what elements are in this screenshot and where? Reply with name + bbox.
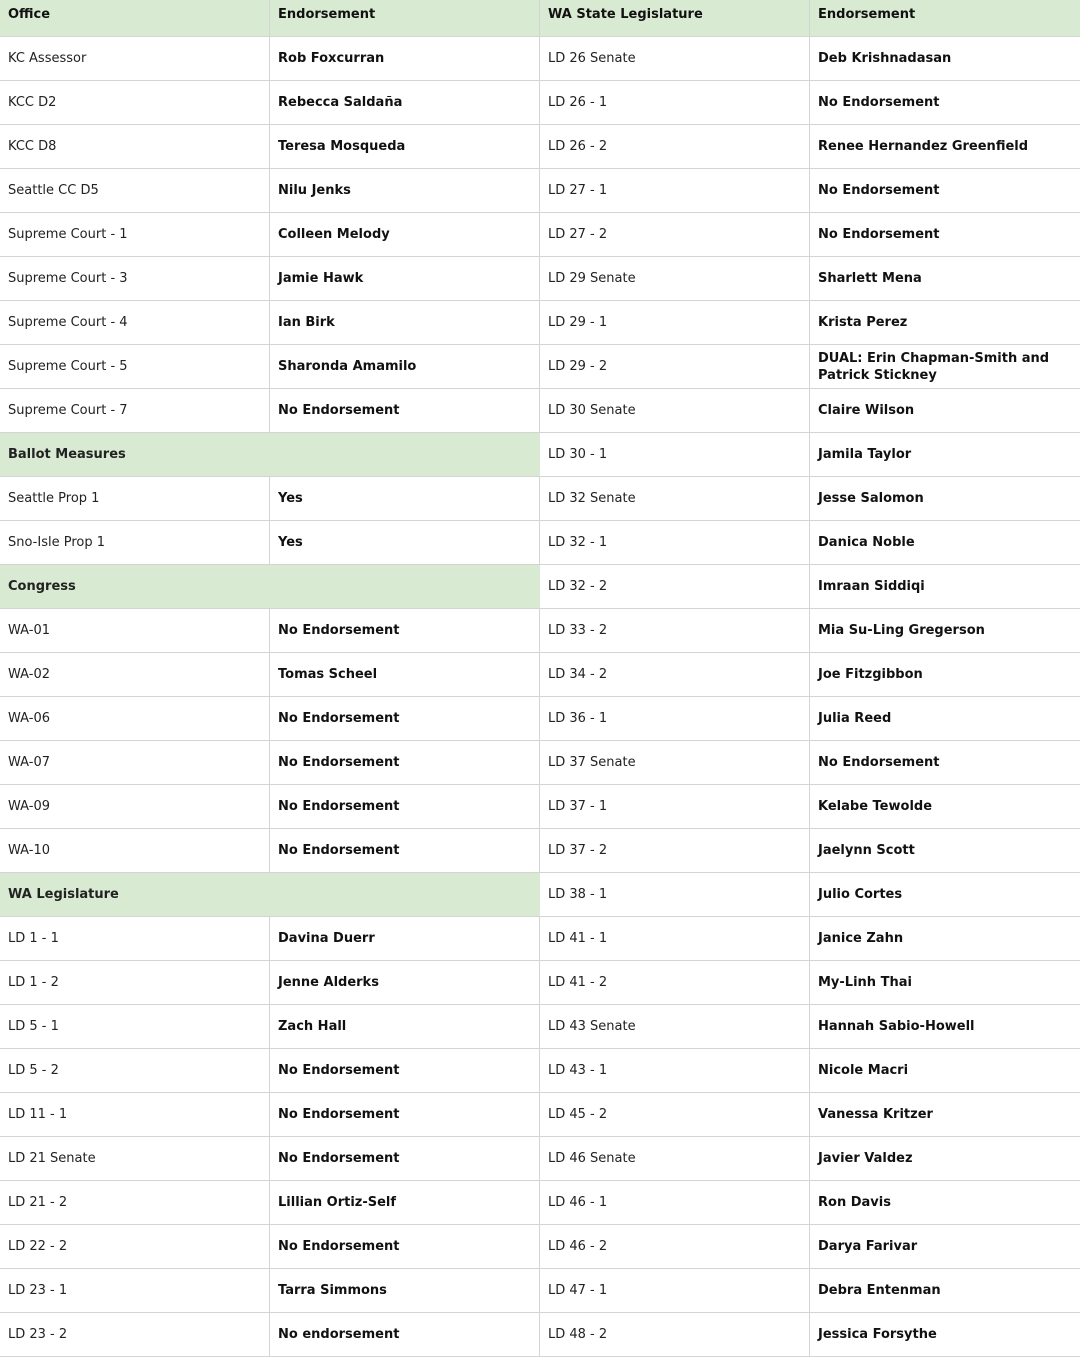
office-cell: LD 41 - 2	[540, 961, 810, 1004]
table-row	[0, 1137, 540, 1181]
office-cell: LD 45 - 2	[540, 1093, 810, 1136]
endorsement-cell: Jamila Taylor	[818, 447, 912, 462]
endorsement-cell: Jaelynn Scott	[818, 843, 915, 858]
table-row	[0, 741, 540, 785]
endorsement-cell: Lillian Ortiz-Self	[270, 1181, 540, 1224]
table-row	[0, 609, 540, 653]
office-cell: LD 43 Senate	[540, 1005, 810, 1048]
table-row	[540, 917, 1080, 961]
section-title: WA Legislature	[0, 873, 270, 916]
office-cell: LD 29 Senate	[540, 257, 810, 300]
column-header-endorsement: Endorsement	[270, 0, 540, 36]
table-row	[540, 1269, 1080, 1313]
office-cell: Seattle CC D5	[0, 169, 270, 212]
endorsement-cell: Danica Noble	[818, 535, 915, 550]
table-row	[540, 741, 1080, 785]
table-row	[0, 477, 540, 521]
office-cell: LD 46 - 1	[540, 1181, 810, 1224]
section-empty-cell	[270, 873, 540, 916]
table-row	[540, 345, 1080, 389]
table-row	[0, 1049, 540, 1093]
endorsement-cell: Jamie Hawk	[270, 257, 540, 300]
endorsement-cell: Jenne Alderks	[270, 961, 540, 1004]
table-row	[540, 477, 1080, 521]
endorsement-cell: Sharonda Amamilo	[270, 345, 540, 388]
office-cell: Sno-Isle Prop 1	[0, 521, 270, 564]
table-row	[0, 1313, 540, 1357]
table-row	[540, 37, 1080, 81]
table-row	[0, 81, 540, 125]
table-row	[540, 1225, 1080, 1269]
endorsement-cell: Claire Wilson	[818, 403, 915, 418]
office-cell: LD 48 - 2	[540, 1313, 810, 1356]
office-cell: LD 27 - 2	[540, 213, 810, 256]
office-cell: WA-01	[0, 609, 270, 652]
endorsement-cell: Julia Reed	[818, 711, 892, 726]
table-row	[0, 917, 540, 961]
endorsement-cell: Teresa Mosqueda	[270, 125, 540, 168]
column-header-office: Office	[0, 0, 270, 36]
office-cell: LD 30 - 1	[540, 433, 810, 476]
office-cell: WA-09	[0, 785, 270, 828]
table-row	[0, 697, 540, 741]
endorsement-cell: No endorsement	[270, 1313, 540, 1356]
section-title: Congress	[0, 565, 270, 608]
office-cell: LD 22 - 2	[0, 1225, 270, 1268]
table-row	[540, 169, 1080, 213]
office-cell: Supreme Court - 5	[0, 345, 270, 388]
office-cell: LD 1 - 1	[0, 917, 270, 960]
table-row	[540, 1049, 1080, 1093]
table-row	[540, 565, 1080, 609]
endorsement-cell: Rebecca Saldaña	[270, 81, 540, 124]
office-cell: LD 34 - 2	[540, 653, 810, 696]
endorsement-cell: Colleen Melody	[270, 213, 540, 256]
table-header-row	[0, 0, 540, 37]
endorsement-cell: No Endorsement	[270, 1049, 540, 1092]
office-cell: LD 21 Senate	[0, 1137, 270, 1180]
table-row	[540, 785, 1080, 829]
endorsement-cell: Debra Entenman	[818, 1283, 941, 1298]
endorsement-cell: No Endorsement	[270, 609, 540, 652]
table-row	[0, 1225, 540, 1269]
table-row	[540, 521, 1080, 565]
table-row	[540, 125, 1080, 169]
office-cell: Supreme Court - 3	[0, 257, 270, 300]
office-cell: WA-06	[0, 697, 270, 740]
office-cell: WA-07	[0, 741, 270, 784]
endorsement-cell: Nilu Jenks	[270, 169, 540, 212]
endorsement-cell: DUAL: Erin Chapman-Smith and Patrick Stickney	[818, 350, 1050, 383]
office-cell: LD 47 - 1	[540, 1269, 810, 1312]
table-row	[540, 873, 1080, 917]
office-cell: LD 37 - 2	[540, 829, 810, 872]
office-cell: LD 23 - 1	[0, 1269, 270, 1312]
table-row	[0, 1269, 540, 1313]
endorsement-cell: No Endorsement	[270, 785, 540, 828]
office-cell: LD 46 Senate	[540, 1137, 810, 1180]
office-cell: LD 33 - 2	[540, 609, 810, 652]
office-cell: KCC D2	[0, 81, 270, 124]
endorsement-cell: No Endorsement	[270, 389, 540, 432]
right-table	[540, 0, 1080, 1357]
endorsement-cell: No Endorsement	[818, 183, 940, 198]
endorsement-cell: Krista Perez	[818, 315, 908, 330]
table-row	[540, 653, 1080, 697]
endorsement-cell: Renee Hernandez Greenfield	[818, 139, 1029, 154]
office-cell: LD 32 Senate	[540, 477, 810, 520]
table-row	[540, 213, 1080, 257]
endorsement-cell: Hannah Sabio-Howell	[818, 1019, 975, 1034]
office-cell: LD 38 - 1	[540, 873, 810, 916]
endorsement-cell: Jesse Salomon	[818, 491, 924, 506]
column-header-endorsement: Endorsement	[810, 0, 1080, 36]
table-row	[540, 609, 1080, 653]
table-row	[0, 785, 540, 829]
office-cell: LD 36 - 1	[540, 697, 810, 740]
endorsement-cell: Jessica Forsythe	[818, 1327, 937, 1342]
office-cell: Supreme Court - 1	[0, 213, 270, 256]
office-cell: LD 11 - 1	[0, 1093, 270, 1136]
table-row	[540, 697, 1080, 741]
endorsement-cell: Darya Farivar	[818, 1239, 918, 1254]
office-cell: LD 26 - 2	[540, 125, 810, 168]
endorsement-cell: Kelabe Tewolde	[818, 799, 933, 814]
table-row	[0, 521, 540, 565]
endorsement-cell: Joe Fitzgibbon	[818, 667, 923, 682]
endorsement-cell: Javier Valdez	[818, 1151, 913, 1166]
section-empty-cell	[270, 565, 540, 608]
section-header-row	[0, 433, 540, 477]
endorsement-cell: No Endorsement	[270, 697, 540, 740]
table-row	[0, 257, 540, 301]
section-title: Ballot Measures	[0, 433, 270, 476]
office-cell: Supreme Court - 4	[0, 301, 270, 344]
table-row	[540, 961, 1080, 1005]
endorsement-cell: Sharlett Mena	[818, 271, 922, 286]
table-row	[540, 433, 1080, 477]
table-row	[0, 37, 540, 81]
office-cell: LD 29 - 1	[540, 301, 810, 344]
endorsement-cell: Deb Krishnadasan	[818, 51, 952, 66]
table-row	[540, 1005, 1080, 1049]
section-empty-cell	[270, 433, 540, 476]
office-cell: KC Assessor	[0, 37, 270, 80]
endorsement-cell: No Endorsement	[270, 1225, 540, 1268]
endorsement-cell: Nicole Macri	[818, 1063, 909, 1078]
office-cell: Seattle Prop 1	[0, 477, 270, 520]
office-cell: LD 43 - 1	[540, 1049, 810, 1092]
table-row	[540, 301, 1080, 345]
table-header-row	[540, 0, 1080, 37]
endorsement-cell: Mia Su-Ling Gregerson	[818, 623, 985, 638]
endorsement-cell: Yes	[270, 521, 540, 564]
table-row	[0, 213, 540, 257]
office-cell: LD 5 - 2	[0, 1049, 270, 1092]
table-row	[540, 1137, 1080, 1181]
office-cell: LD 26 - 1	[540, 81, 810, 124]
table-row	[540, 829, 1080, 873]
office-cell: LD 26 Senate	[540, 37, 810, 80]
table-row	[0, 169, 540, 213]
office-cell: KCC D8	[0, 125, 270, 168]
table-row	[0, 961, 540, 1005]
endorsement-cell: Vanessa Kritzer	[818, 1107, 933, 1122]
endorsement-cell: Ron Davis	[818, 1195, 891, 1210]
endorsement-cell: No Endorsement	[270, 829, 540, 872]
table-row	[0, 125, 540, 169]
endorsement-cell: My-Linh Thai	[818, 975, 912, 990]
table-row	[0, 1005, 540, 1049]
endorsement-cell: Zach Hall	[270, 1005, 540, 1048]
endorsement-cell: No Endorsement	[818, 755, 940, 770]
endorsement-cell: Janice Zahn	[818, 931, 904, 946]
office-cell: LD 1 - 2	[0, 961, 270, 1004]
office-cell: LD 29 - 2	[540, 345, 810, 388]
office-cell: LD 32 - 1	[540, 521, 810, 564]
office-cell: LD 37 Senate	[540, 741, 810, 784]
table-row	[540, 1093, 1080, 1137]
table-row	[0, 829, 540, 873]
endorsement-cell: No Endorsement	[270, 1093, 540, 1136]
table-row	[0, 1093, 540, 1137]
endorsement-cell: Tomas Scheel	[270, 653, 540, 696]
endorsement-cell: Imraan Siddiqi	[818, 579, 925, 594]
endorsement-cell: No Endorsement	[818, 227, 940, 242]
office-cell: LD 30 Senate	[540, 389, 810, 432]
section-header-row	[0, 565, 540, 609]
table-row	[540, 1313, 1080, 1357]
endorsement-cell: No Endorsement	[270, 741, 540, 784]
table-row	[0, 1181, 540, 1225]
office-cell: LD 41 - 1	[540, 917, 810, 960]
office-cell: LD 37 - 1	[540, 785, 810, 828]
table-row	[0, 389, 540, 433]
table-row	[0, 653, 540, 697]
endorsement-cell: Ian Birk	[270, 301, 540, 344]
endorsement-cell: Davina Duerr	[270, 917, 540, 960]
endorsement-cell: No Endorsement	[818, 95, 940, 110]
table-row	[540, 257, 1080, 301]
endorsement-cell: Tarra Simmons	[270, 1269, 540, 1312]
table-row	[540, 1181, 1080, 1225]
table-row	[540, 389, 1080, 433]
office-cell: LD 23 - 2	[0, 1313, 270, 1356]
endorsement-cell: No Endorsement	[270, 1137, 540, 1180]
office-cell: LD 21 - 2	[0, 1181, 270, 1224]
office-cell: Supreme Court - 7	[0, 389, 270, 432]
endorsement-cell: Rob Foxcurran	[270, 37, 540, 80]
office-cell: WA-02	[0, 653, 270, 696]
endorsement-cell: Yes	[270, 477, 540, 520]
office-cell: WA-10	[0, 829, 270, 872]
office-cell: LD 46 - 2	[540, 1225, 810, 1268]
endorsement-cell: Julio Cortes	[818, 887, 903, 902]
office-cell: LD 5 - 1	[0, 1005, 270, 1048]
table-row	[540, 81, 1080, 125]
table-row	[0, 345, 540, 389]
office-cell: LD 32 - 2	[540, 565, 810, 608]
column-header-wa-state-legislature: WA State Legislature	[540, 0, 810, 36]
office-cell: LD 27 - 1	[540, 169, 810, 212]
section-header-row	[0, 873, 540, 917]
table-row	[0, 301, 540, 345]
